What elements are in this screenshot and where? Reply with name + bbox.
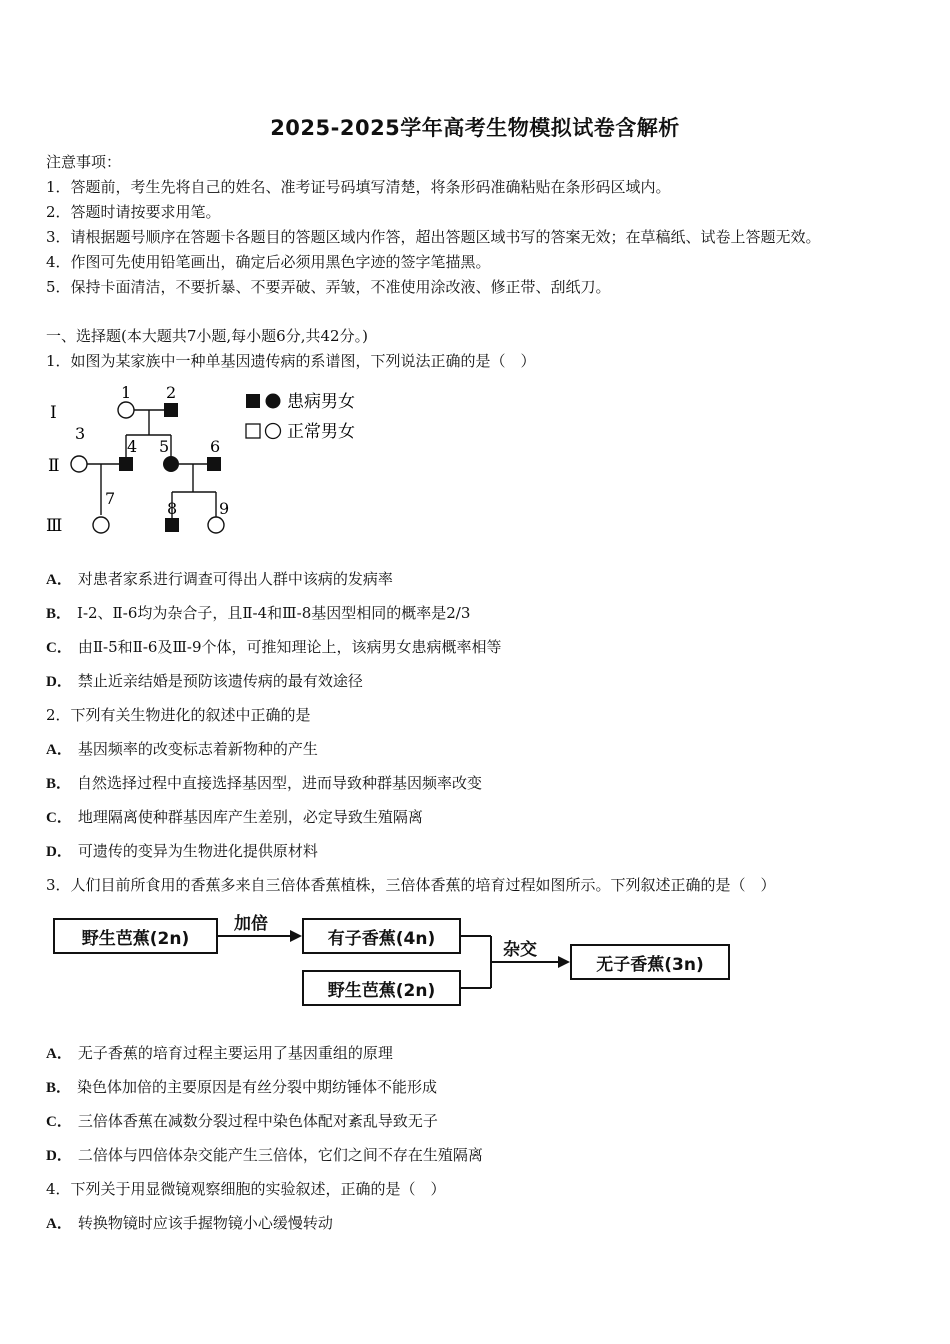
pedigree-individual-6 <box>207 457 221 471</box>
individual-number: 7 <box>105 489 116 508</box>
notice-item: 3．请根据题号顺序在答题卡各题目的答题区域内作答，超出答题区域书写的答案无效；在草稿纸、试卷上答题无效。 <box>46 228 821 246</box>
flow-box-wild-banana: 野生芭蕉(2n) <box>53 918 218 954</box>
individual-number: 8 <box>167 499 178 518</box>
question-3-option-d[interactable] <box>46 1145 483 1166</box>
option-key: B． <box>46 606 72 622</box>
option-key: C． <box>46 640 72 656</box>
question-3-option-b[interactable] <box>46 1077 437 1098</box>
option-text: 对患者家系进行调查可得出人群中该病的发病率 <box>77 570 393 588</box>
question-3-stem: 3．人们目前所食用的香蕉多来自三倍体香蕉植株，三倍体香蕉的培育过程如图所示。下列叙述正确的是（ ） <box>46 876 776 894</box>
generation-label: Ⅲ <box>46 516 63 536</box>
option-text: I-2、Ⅱ-6均为杂合子，且Ⅱ-4和Ⅲ-8基因型相同的概率是2/3 <box>77 604 471 622</box>
legend-normal-female <box>266 424 281 439</box>
pedigree-individual-8 <box>165 518 179 532</box>
section-heading: 一、选择题(本大题共7小题,每小题6分,共42分。) <box>46 327 368 345</box>
pedigree-individual-4 <box>119 457 133 471</box>
option-text: 由Ⅱ-5和Ⅱ-6及Ⅲ-9个体，可推知理论上，该病男女患病概率相等 <box>77 638 502 656</box>
question-2-stem: 2．下列有关生物进化的叙述中正确的是 <box>46 706 311 724</box>
notice-item: 4．作图可先使用铅笔画出，确定后必须用黑色字迹的签字笔描黑。 <box>46 253 491 271</box>
arrow-head <box>558 956 570 968</box>
option-key: C． <box>46 810 72 826</box>
option-text: 染色体加倍的主要原因是有丝分裂中期纺锤体不能形成 <box>77 1078 438 1096</box>
pedigree-individual-5 <box>163 456 179 472</box>
legend-affected-male <box>246 394 260 408</box>
option-text: 可遗传的变异为生物进化提供原材料 <box>77 842 318 860</box>
question-3-option-c[interactable] <box>46 1111 438 1132</box>
individual-number: 4 <box>127 437 138 456</box>
legend-normal-male <box>246 424 260 438</box>
pedigree-individual-3 <box>71 456 87 472</box>
option-key: A． <box>46 572 72 588</box>
individual-number: 2 <box>166 383 177 402</box>
flow-label-doubling: 加倍 <box>234 914 268 934</box>
generation-label: Ⅱ <box>48 456 60 476</box>
question-1-option-a[interactable] <box>46 569 393 590</box>
individual-number: 1 <box>121 383 132 402</box>
option-text: 禁止近亲结婚是预防该遗传病的最有效途径 <box>77 672 363 690</box>
option-key: A． <box>46 1046 72 1062</box>
question-2-option-a[interactable] <box>46 739 318 760</box>
pedigree-individual-1 <box>118 402 134 418</box>
question-1-stem: 1．如图为某家族中一种单基因遗传病的系谱图，下列说法正确的是（ ） <box>46 352 536 370</box>
flow-box-seeded-banana: 有子香蕉(4n) <box>302 918 461 954</box>
pedigree-individual-2 <box>164 403 178 417</box>
option-key: D． <box>46 674 72 690</box>
arrow-head <box>290 930 302 942</box>
option-text: 基因频率的改变标志着新物种的产生 <box>77 740 318 758</box>
flow-label-cross: 杂交 <box>503 940 537 960</box>
flow-connectors <box>0 900 950 1010</box>
question-2-option-b[interactable] <box>46 773 482 794</box>
pedigree-individual-7 <box>93 517 109 533</box>
notice-item: 1．答题前，考生先将自己的姓名、准考证号码填写清楚，将条形码准确粘贴在条形码区域内。 <box>46 178 671 196</box>
individual-number: 3 <box>75 424 86 443</box>
option-text: 无子香蕉的培育过程主要运用了基因重组的原理 <box>77 1044 393 1062</box>
question-2-option-c[interactable] <box>46 807 423 828</box>
page-title: 2025-2025学年高考生物模拟试卷含解析 <box>270 116 680 140</box>
flow-box-seedless-banana: 无子香蕉(3n) <box>570 944 730 980</box>
legend-normal-label: 正常男女 <box>287 422 355 442</box>
question-1-option-c[interactable] <box>46 637 502 658</box>
option-text: 自然选择过程中直接选择基因型，进而导致种群基因频率改变 <box>77 774 483 792</box>
individual-number: 5 <box>159 437 170 456</box>
option-key: B． <box>46 776 72 792</box>
notice-heading: 注意事项： <box>46 153 122 171</box>
question-4-option-a[interactable] <box>46 1213 333 1234</box>
option-key: D． <box>46 1148 72 1164</box>
option-text: 三倍体香蕉在减数分裂过程中染色体配对紊乱导致无子 <box>77 1112 438 1130</box>
notice-item: 2．答题时请按要求用笔。 <box>46 203 221 221</box>
question-2-option-d[interactable] <box>46 841 318 862</box>
option-key: B． <box>46 1080 72 1096</box>
option-key: C． <box>46 1114 72 1130</box>
notice-item: 5．保持卡面清洁，不要折暴、不要弄破、弄皱，不准使用涂改液、修正带、刮纸刀。 <box>46 278 611 296</box>
flow-box-wild-banana-2: 野生芭蕉(2n) <box>302 970 461 1006</box>
pedigree-chart <box>40 380 380 540</box>
individual-number: 9 <box>219 499 230 518</box>
legend-affected-female <box>266 394 281 409</box>
option-key: D． <box>46 844 72 860</box>
option-text: 转换物镜时应该手握物镜小心缓慢转动 <box>77 1214 333 1232</box>
legend-affected-label: 患病男女 <box>287 392 355 412</box>
pedigree-individual-9 <box>208 517 224 533</box>
question-1-option-d[interactable] <box>46 671 363 692</box>
question-1-option-b[interactable] <box>46 603 470 624</box>
question-4-stem: 4．下列关于用显微镜观察细胞的实验叙述，正确的是（ ） <box>46 1180 446 1198</box>
option-key: A． <box>46 742 72 758</box>
option-text: 地理隔离使种群基因库产生差别，必定导致生殖隔离 <box>77 808 423 826</box>
individual-number: 6 <box>210 437 221 456</box>
question-3-option-a[interactable] <box>46 1043 393 1064</box>
generation-label: Ⅰ <box>50 403 57 423</box>
option-key: A． <box>46 1216 72 1232</box>
option-text: 二倍体与四倍体杂交能产生三倍体，它们之间不存在生殖隔离 <box>77 1146 483 1164</box>
